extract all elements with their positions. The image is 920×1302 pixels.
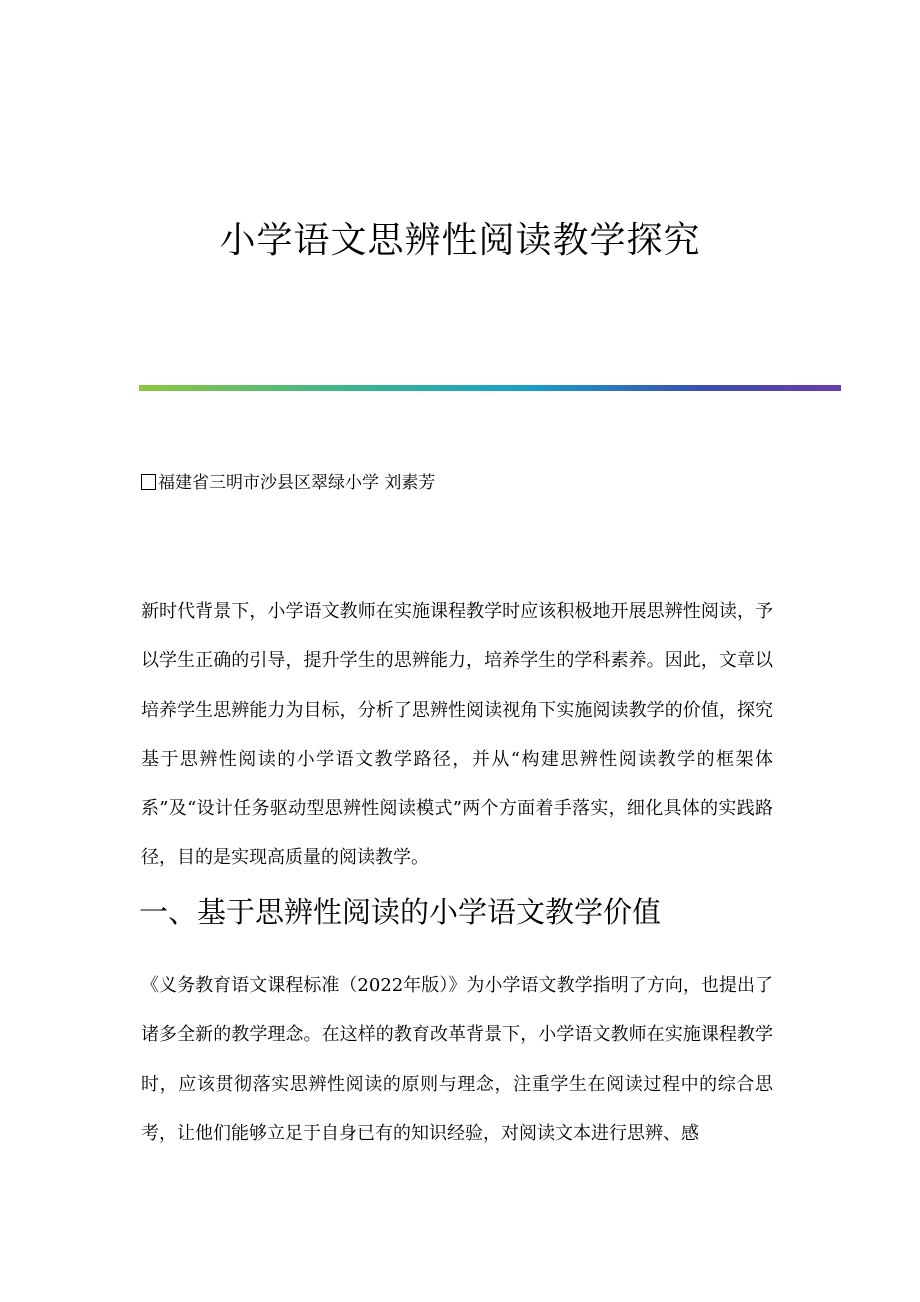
checkbox-square-icon xyxy=(141,474,156,490)
abstract-paragraph: 新时代背景下，小学语文教师在实施课程教学时应该积极地开展思辨性阅读，予以学生正确的引导，提升学生的思辨能力，培养学生的学科素养。因此，文章以培养学生思辨能力为目标，分析了思辨性阅读视角下实施阅读教学的价值，探究基于思辨性阅读的小学语文教学路径，并从“构建思辨性阅读教学的框架体系”及“设计任务驱动型思辨性阅读模式”两个方面着手落实，细化具体的实践路径，目的是实现高质量的阅读教学。 xyxy=(141,601,773,869)
section-heading: 一、基于思辨性阅读的小学语文教学价值 xyxy=(139,895,662,929)
document-title: 小学语文思辨性阅读教学探究 xyxy=(219,220,701,261)
author-line xyxy=(141,470,435,496)
title-divider xyxy=(139,385,841,391)
author-text: 福建省三明市沙县区翠绿小学 刘素芳 xyxy=(158,473,436,493)
section-paragraph: 《义务教育语文课程标准（2022年版）》为小学语文教学指明了方向，也提出了诸多全新的教学理念。在这样的教育改革背景下，小学语文教师在实施课程教学时，应该贯彻落实思辨性阅读的原则与理念，注重学生在阅读过程中的综合思考，让他们能够立足于自身已有的知识经验，对阅读文本进行思辨、感 xyxy=(141,975,773,1144)
